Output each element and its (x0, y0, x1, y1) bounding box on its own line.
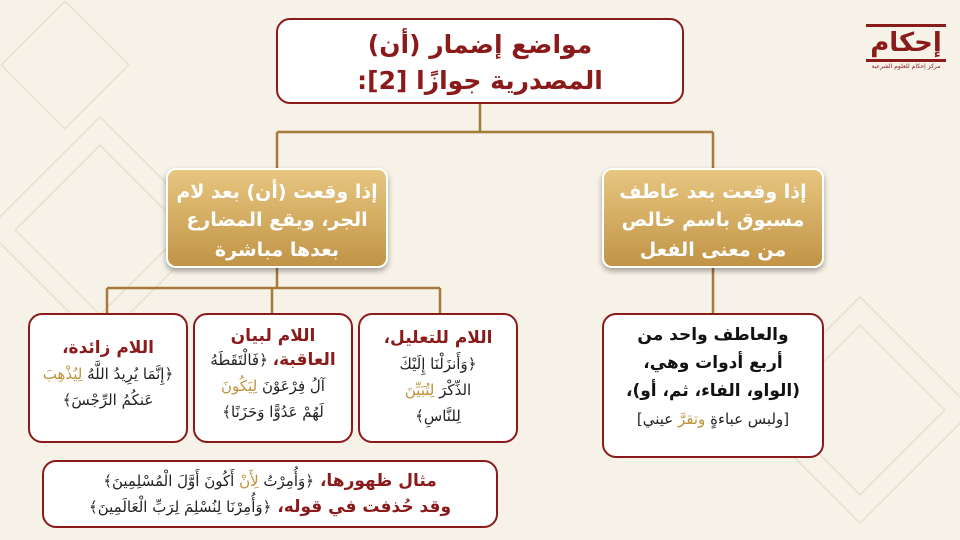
zaida-heading: اللام زائدة، (62, 338, 154, 358)
zaida-verse-part: ﴿إِنَّمَا يُرِيدُ اللَّهُ (82, 365, 174, 383)
aqiba-line-1 (195, 347, 351, 373)
zaida-verse-line-1 (30, 361, 186, 387)
example-verse-2: ﴿وَأُمِرْنَا لِنُسْلِمَ لِرَبِّ الْعَالَمِينَ﴾ (88, 498, 272, 516)
example-line-2 (44, 494, 496, 520)
logo-mark: إحكام (866, 24, 946, 62)
branch-atif-line-1: إذا وقعت بعد عاطف (619, 181, 807, 203)
branch-atif-line-3: من معنى الفعل (639, 239, 787, 261)
logo-subtitle: مركز إحكام للعلوم الشرعية (871, 63, 941, 70)
branch-lam-line-3: بعدها مباشرة (214, 239, 340, 261)
branch-atif-box (602, 168, 824, 268)
example-verse-1-part-2: أَكُونَ أَوَّلَ الْمُسْلِمِينَ﴾ (103, 472, 240, 490)
branch-lam-line-2: الجر، ويقع المضارع (186, 209, 368, 231)
aqiba-verse-part-2: آلُ فِرْعَوْنَ (257, 377, 325, 395)
atif-box (602, 313, 824, 458)
example-heading-1: مثال ظهورها، (314, 471, 437, 491)
example-lan-highlight: لِأَنْ (239, 472, 259, 490)
taalil-verse-line-2 (360, 377, 516, 403)
atif-example-part-1: [ولبس عباءةٍ (705, 410, 790, 428)
taalil-verb-highlight: لِتُبَيِّنَ (404, 381, 435, 399)
aqiba-verse-line-2 (195, 373, 351, 399)
aqiba-verse-line-3: لَهُمْ عَدُوًّا وَحَزَنًا﴾ (222, 403, 324, 421)
aqiba-verb-highlight: لِيَكُونَ (221, 377, 258, 395)
zaida-box (28, 313, 188, 443)
taalil-verse-line-3: لِلنَّاسِ﴾ (415, 407, 461, 425)
example-verse-1-part-1: ﴿وَأُمِرْتُ (258, 472, 315, 490)
atif-example-part-2: عيني] (636, 410, 679, 428)
taalil-verse-line-1: ﴿وَأَنزَلْنَا إِلَيْكَ (399, 355, 477, 373)
title-line-2: المصدرية جوازًا [2]: (357, 66, 603, 95)
aqiba-verse-part-1: ﴿فَالْتَقَطَهُ (210, 351, 268, 369)
logo (866, 24, 946, 72)
example-box (42, 460, 498, 528)
atif-verb-highlight: وتقرَّ (678, 410, 706, 428)
taalil-heading: اللام للتعليل، (383, 328, 493, 348)
example-line-1 (44, 468, 496, 494)
taalil-box (358, 313, 518, 443)
atif-example-line (604, 405, 822, 433)
taalil-verse-part: الذِّكْرَ (434, 381, 472, 399)
example-heading-2: وقد حُذفت في قوله، (271, 497, 452, 517)
zaida-verse-line-2: عَنكُمُ الرِّجْسَ﴾ (62, 391, 154, 409)
aqiba-heading-2: العاقبة، (272, 350, 336, 370)
branch-lam-box (166, 168, 388, 268)
title-box (276, 18, 684, 104)
atif-line-2: أربع أدوات وهي، (643, 353, 783, 373)
zaida-verb-highlight: لِيُذْهِبَ (42, 365, 83, 383)
aqiba-box (193, 313, 353, 443)
atif-line-1: والعاطف واحد من (637, 325, 789, 345)
branch-lam-line-1: إذا وقعت (أن) بعد لام (176, 181, 378, 203)
branch-atif-line-2: مسبوق باسم خالص (621, 209, 805, 231)
atif-line-3: (الواو، الفاء، ثم، أو)، (625, 381, 801, 401)
aqiba-heading: اللام لبيان (230, 326, 316, 346)
title-line-1: مواضع إضمار (أن) (367, 30, 593, 59)
